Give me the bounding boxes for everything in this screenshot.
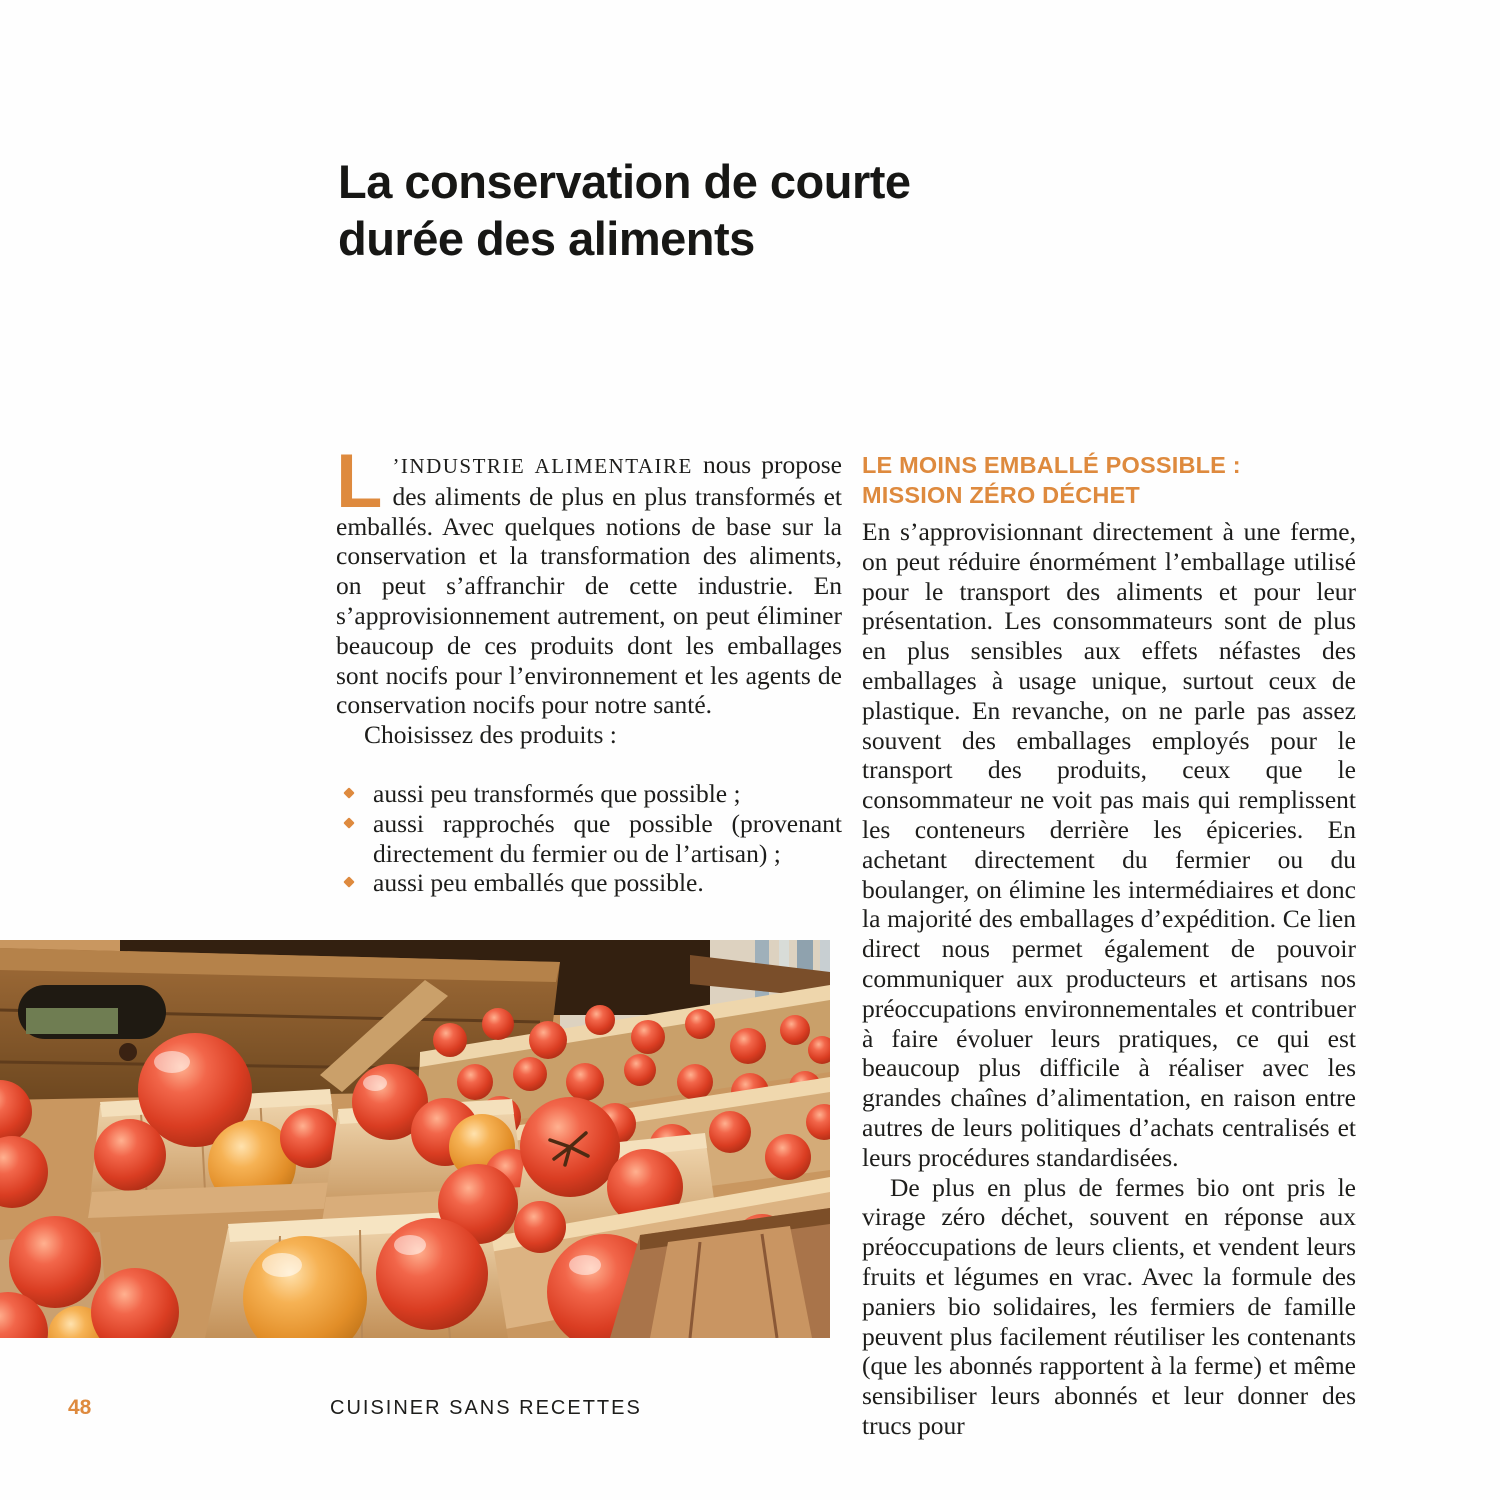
- page-title: [338, 153, 1098, 267]
- section-heading: [862, 450, 1356, 510]
- right-column: [862, 450, 1356, 1441]
- bullet-diamond-icon: [343, 817, 354, 828]
- dropcap-letter: L: [336, 439, 383, 524]
- page-number: 48: [68, 1396, 92, 1419]
- section-heading-line1: LE MOINS EMBALLÉ POSSIBLE :: [862, 452, 1241, 478]
- bullet-diamond-icon: [343, 787, 354, 798]
- list-item: [336, 868, 842, 898]
- lead-smallcaps: ’INDUSTRIE ALIMENTAIRE: [392, 454, 693, 478]
- list-item-text: aussi peu transformés que possible ;: [373, 778, 741, 808]
- choose-products-line: Choisissez des produits :: [364, 720, 617, 750]
- product-criteria-list: [336, 779, 842, 898]
- left-column: [336, 439, 842, 898]
- tomatoes-photo-illustration: [0, 940, 830, 1338]
- section-heading-line2: MISSION ZÉRO DÉCHET: [862, 482, 1140, 508]
- left-paragraph-lead: [336, 439, 842, 720]
- lead-paragraph-text: nous propose des aliments de plus en plus transformés et emballés. Avec quelques notions de base sur la conservation et la transformation des aliments, on peut s’affranchir de cette industrie. En s’approvisionnement autrement, on peut éliminer beaucoup de ces produits dont les emballages sont nocifs pour l’environnement et les agents de conservation nocifs pour notre santé.: [336, 450, 842, 720]
- tomatoes-photo: [0, 940, 830, 1338]
- list-item: [336, 779, 842, 809]
- bullet-diamond-icon: [343, 877, 354, 888]
- page-title-line2: durée des aliments: [338, 212, 755, 266]
- list-item-text: aussi rapprochés que possible (provenant directement du fermier ou de l’artisan) ;: [373, 808, 842, 868]
- list-item-text: aussi peu emballés que possible.: [373, 868, 704, 898]
- page-title-line1: La conservation de courte: [338, 155, 911, 209]
- right-paragraph-1: En s’approvisionnant directement à une ferme, on peut réduire énormément l’emballage utilisé pour le transport des aliments et pour leur présentation. Les consommateurs sont de plus en plus sensibles aux effets néfastes des emballages à usage unique, surtout ceux de plastique. En revanche, on ne parle pas assez souvent des emballages employés pour le transport des produits, ceux que le consommateur ne voit pas mais qui remplissent les conteneurs derrière les épiceries. En achetant directement du fermier ou du boulanger, on élimine les intermédiaires et donc la majorité des emballages d’expédition. Ce lien direct nous permet également de pouvoir communiquer aux producteurs et artisans nos préoccupations environnementales et contribuer à faire évoluer leurs pratiques, ce qui est beaucoup plus difficile à réaliser avec les grandes chaînes d’alimentation, en raison entre autres de leurs politiques d’achats centralisés et leurs procédures standardisées.: [862, 517, 1356, 1172]
- running-footer-book-title: CUISINER SANS RECETTES: [330, 1397, 642, 1419]
- list-item: [336, 809, 842, 869]
- right-paragraph-2: De plus en plus de fermes bio ont pris le virage zéro déchet, souvent en réponse aux préoccupations de leurs clients, et vendent leurs fruits et légumes en vrac. Avec la formule des paniers bio solidaires, les fermiers de famille peuvent plus facilement réutiliser les contenants (que les abonnés rapportent à la ferme) et même sensibiliser leurs abonnés et leur donner des trucs pour: [862, 1172, 1356, 1440]
